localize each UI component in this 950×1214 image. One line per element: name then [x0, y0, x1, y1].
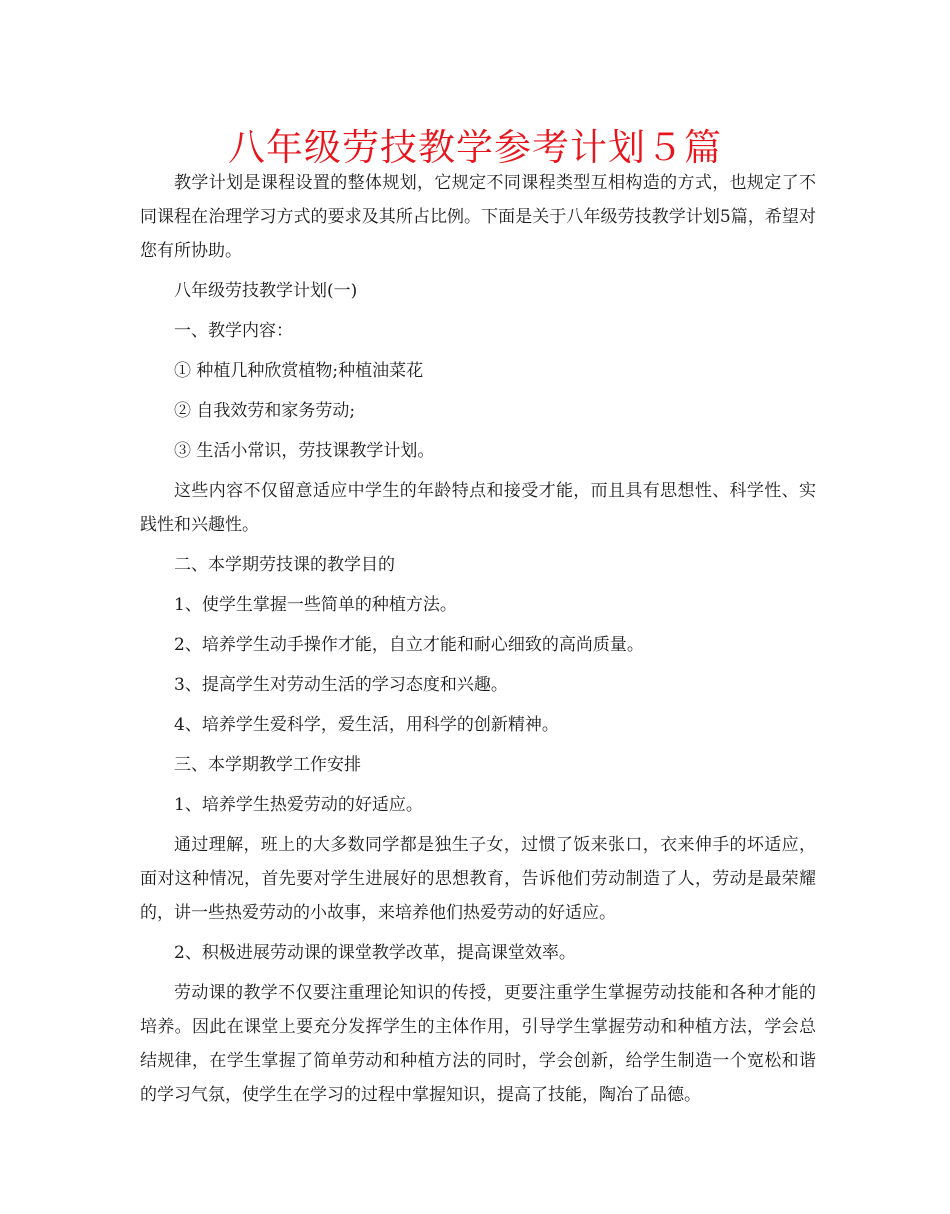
- document-title: 八年级劳技教学参考计划５篇: [228, 126, 722, 169]
- paragraph-list-item: ② 自我效劳和家务劳动;: [174, 401, 356, 421]
- document-body: [140, 166, 816, 1112]
- paragraph-plan-heading: 八年级劳技教学计划(一): [174, 281, 358, 301]
- paragraph-text: 这些内容不仅留意适应中学生的年龄特点和接受才能，而且具有思想性、科学性、实践性和兴趣性。: [140, 481, 816, 535]
- paragraph-section-heading: 一、教学内容：: [174, 321, 293, 341]
- paragraph-section-heading: 二、本学期劳技课的教学目的: [174, 555, 395, 575]
- paragraph-text: 劳动课的教学不仅要注重理论知识的传授，更要注重学生掌握劳动技能和各种才能的培养。因此在课堂上要充分发挥学生的主体作用，引导学生掌握劳动和种植方法，学会总结规律，在学生掌握了简单劳动和种植方法的同时，学会创新，给学生制造一个宽松和谐的学习气氛，使学生在学习的过程中掌握知识，提高了技能，陶冶了品德。: [140, 983, 816, 1105]
- paragraph-list-item: 4、培养学生爱科学，爱生活，用科学的创新精神。: [174, 715, 559, 735]
- paragraph-list-item: ③ 生活小常识，劳技课教学计划。: [174, 441, 435, 461]
- paragraph-text: 通过理解，班上的大多数同学都是独生子女，过惯了饭来张口，衣来伸手的坏适应，面对这种情况，首先要对学生进展好的思想教育，告诉他们劳动制造了人，劳动是最荣耀的，讲一些热爱劳动的小故事，来培养他们热爱劳动的好适应。: [140, 835, 816, 923]
- paragraph-list-item: ① 种植几种欣赏植物;种植油菜花: [174, 361, 424, 381]
- paragraph-list-item: 2、积极进展劳动课的课堂教学改革，提高课堂效率。: [174, 943, 576, 963]
- paragraph-list-item: 3、提高学生对劳动生活的学习态度和兴趣。: [174, 675, 508, 695]
- paragraph-section-heading: 三、本学期教学工作安排: [174, 755, 361, 775]
- paragraph-list-item: 2、培养学生动手操作才能，自立才能和耐心细致的高尚质量。: [174, 635, 644, 655]
- paragraph-list-item: 1、使学生掌握一些简单的种植方法。: [174, 595, 457, 615]
- paragraph-intro: 教学计划是课程设置的整体规划，它规定不同课程类型互相构造的方式，也规定了不同课程在治理学习方式的要求及其所占比例。下面是关于八年级劳技教学计划5篇，希望对您有所协助。: [140, 173, 816, 261]
- paragraph-list-item: 1、培养学生热爱劳动的好适应。: [174, 795, 423, 815]
